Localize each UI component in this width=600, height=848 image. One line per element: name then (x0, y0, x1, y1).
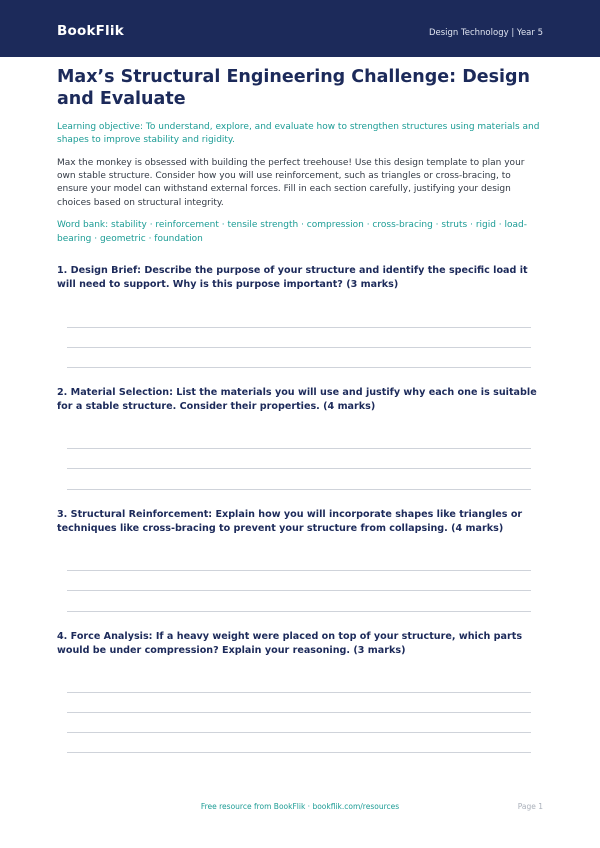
answer-line[interactable] (67, 468, 531, 469)
footer-resource-link[interactable]: Free resource from BookFlik · bookflik.com/resources (200, 802, 400, 811)
answer-line[interactable] (67, 489, 531, 490)
page-header (0, 0, 600, 57)
answer-line[interactable] (67, 752, 531, 753)
answer-line[interactable] (67, 347, 531, 348)
page-title: Max’s Structural Engineering Challenge: Design and Evaluate (57, 67, 531, 109)
answer-line[interactable] (67, 327, 531, 328)
learning-objective: Learning objective: To understand, explore, and evaluate how to strengthen structures using materials and shapes to improve stability and rigidity. (57, 122, 540, 145)
brand-logo: BookFlik (57, 23, 124, 39)
question-4: 4. Force Analysis: If a heavy weight were placed on top of your structure, which parts would be under compression? Explain your reasoning. (3 marks) (57, 631, 523, 656)
question-2: 2. Material Selection: List the materials you will use and justify why each one is suitable for a stable structure. Consider their properties. (4 marks) (57, 387, 537, 412)
answer-line[interactable] (67, 712, 531, 713)
question-3: 3. Structural Reinforcement: Explain how you will incorporate shapes like triangles or techniques like cross-bracing to prevent your structure from collapsing. (4 marks) (57, 509, 523, 534)
page-number: Page 1 (517, 802, 543, 811)
subject-year-label: Design Technology | Year 5 (428, 28, 543, 38)
question-1: 1. Design Brief: Describe the purpose of your structure and identify the specific load it will need to support. Why is this purpose important? (3 marks) (57, 265, 528, 290)
answer-line[interactable] (67, 590, 531, 591)
answer-line[interactable] (67, 367, 531, 368)
answer-line[interactable] (67, 570, 531, 571)
answer-line[interactable] (67, 448, 531, 449)
answer-line[interactable] (67, 692, 531, 693)
answer-line[interactable] (67, 732, 531, 733)
answer-line[interactable] (67, 611, 531, 612)
word-bank: Word bank: stability · reinforcement · tensile strength · compression · cross-bracing · struts · rigid · load-bearing · geometric · foundation (57, 220, 528, 244)
intro-paragraph: Max the monkey is obsessed with building the perfect treehouse! Use this design template to plan your own stable structure. Consider how you will use reinforcement, such as triangles or cross-bracing, to ensure your model can withstand external forces. Fill in each section carefully, justifying your design choices based on structural integrity. (57, 158, 525, 208)
